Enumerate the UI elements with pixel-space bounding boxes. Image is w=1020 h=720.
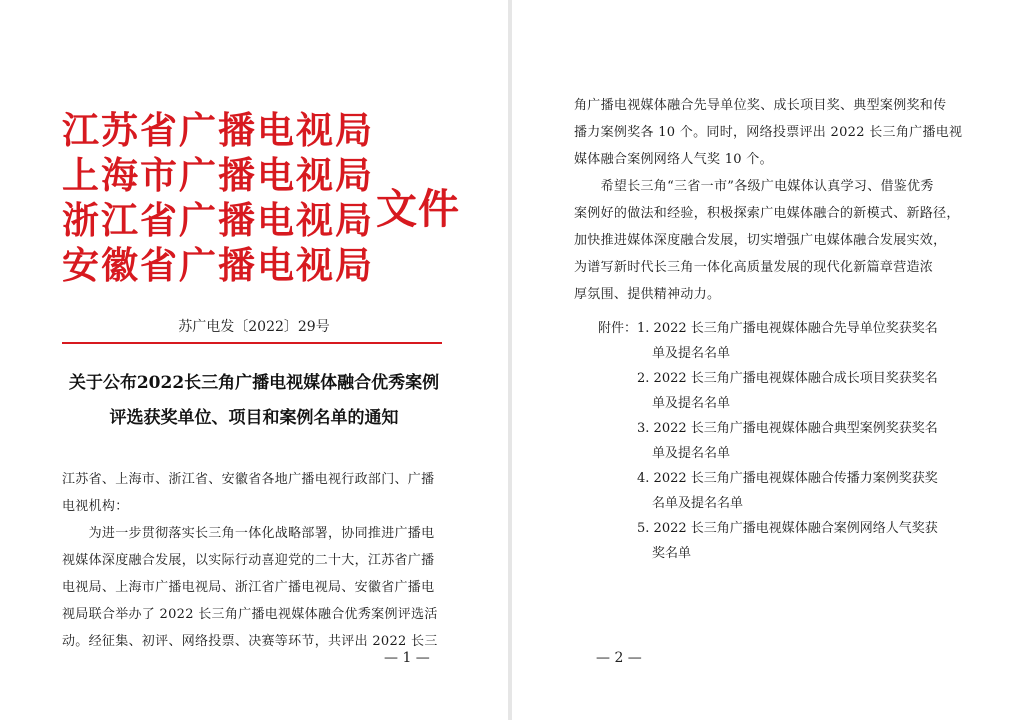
body-line: 江苏省、上海市、浙江省、安徽省各地广播电视行政部门、广播 [62,472,435,487]
issuer-shanghai: 上海市广播电视局 [62,153,374,197]
attachment-text: 2022 长三角广播电视媒体融合先导单位奖获奖名 [653,321,938,336]
title-line-1: 关于公布2022长三角广播电视媒体融合优秀案例 [68,373,440,393]
attachment-text: 2022 长三角广播电视媒体融合传播力案例奖获奖 [653,471,938,486]
attachment-prefix: 4. [637,471,650,486]
body-line: 角广播电视媒体融合先导单位奖、成长项目奖、典型案例奖和传 [574,98,947,113]
body-text-page-2 [574,92,974,308]
attachment-text: 2022 长三角广播电视媒体融合成长项目奖获奖名 [653,371,938,386]
attachment-prefix: 2. [637,371,650,386]
attachments-list [598,316,988,566]
body-line: 电视局、上海市广播电视局、浙江省广播电视局、安徽省广播电 [62,580,435,595]
attachment-first-line [598,316,988,341]
body-text-page-1 [62,466,446,655]
issuer-zhejiang: 浙江省广播电视局 [62,198,374,242]
attachment-first-line [637,466,988,491]
document-title [62,366,446,436]
attachment-item-4 [598,466,988,516]
page-2 [512,0,1020,720]
red-divider [62,342,442,344]
body-line: 动。经征集、初评、网络投票、决赛等环节，共评出 2022 长三 [62,634,438,649]
body-line: 为谱写新时代长三角一体化高质量发展的现代化新篇章营造浓 [574,260,934,275]
body-line: 视局联合举办了 2022 长三角广播电视媒体融合优秀案例评选活 [62,607,438,622]
body-line: 电视机构： [62,499,129,514]
title-line-2: 评选获奖单位、项目和案例名单的通知 [109,408,399,428]
body-line: 厚氛围、提供精神动力。 [574,287,721,302]
attachment-continuation: 单及提名名单 [652,446,731,461]
issuer-list [62,108,374,288]
attachment-first-line [637,516,988,541]
attachment-item-5 [598,516,988,566]
page-number-2: — 2 — [596,650,642,666]
attachment-continuation: 单及提名名单 [652,346,731,361]
body-line: 媒体融合案例网络人气奖 10 个。 [574,152,773,167]
body-line: 为进一步贯彻落实长三角一体化战略部署，协同推进广播电 [62,526,435,541]
issuer-jiangsu: 江苏省广播电视局 [62,108,374,152]
body-line: 希望长三角“三省一市”各级广电媒体认真学习、借鉴优秀 [574,179,934,194]
attachment-continuation: 单及提名名单 [652,396,731,411]
body-line: 案例好的做法和经验，积极探索广电媒体融合的新模式、新路径， [574,206,960,221]
attachment-prefix: 附件：1. [598,321,650,336]
attachment-item-2 [598,366,988,416]
attachment-prefix: 5. [637,521,650,536]
attachment-text: 2022 长三角广播电视媒体融合案例网络人气奖获 [653,521,938,536]
body-line: 播力案例奖各 10 个。同时，网络投票评出 2022 长三角广播电视 [574,125,963,140]
attachment-item-3 [598,416,988,466]
document-word: 文件 [376,185,460,233]
attachment-first-line [637,366,988,391]
issuer-anhui: 安徽省广播电视局 [62,243,374,287]
page-1 [0,0,508,720]
attachment-continuation: 奖名单 [652,546,692,561]
attachment-prefix: 3. [637,421,650,436]
page-number-1: — 1 — [384,650,430,666]
attachment-text: 2022 长三角广播电视媒体融合典型案例奖获奖名 [653,421,938,436]
attachment-continuation: 名单及提名名单 [652,496,744,511]
document-number: 苏广电发〔2022〕29号 [178,319,330,335]
attachment-item-1 [598,316,988,366]
red-header [62,108,462,294]
body-line: 视媒体深度融合发展，以实际行动喜迎党的二十大，江苏省广播 [62,553,435,568]
attachment-first-line [637,416,988,441]
body-line: 加快推进媒体深度融合发展，切实增强广电媒体融合发展实效， [574,233,947,248]
